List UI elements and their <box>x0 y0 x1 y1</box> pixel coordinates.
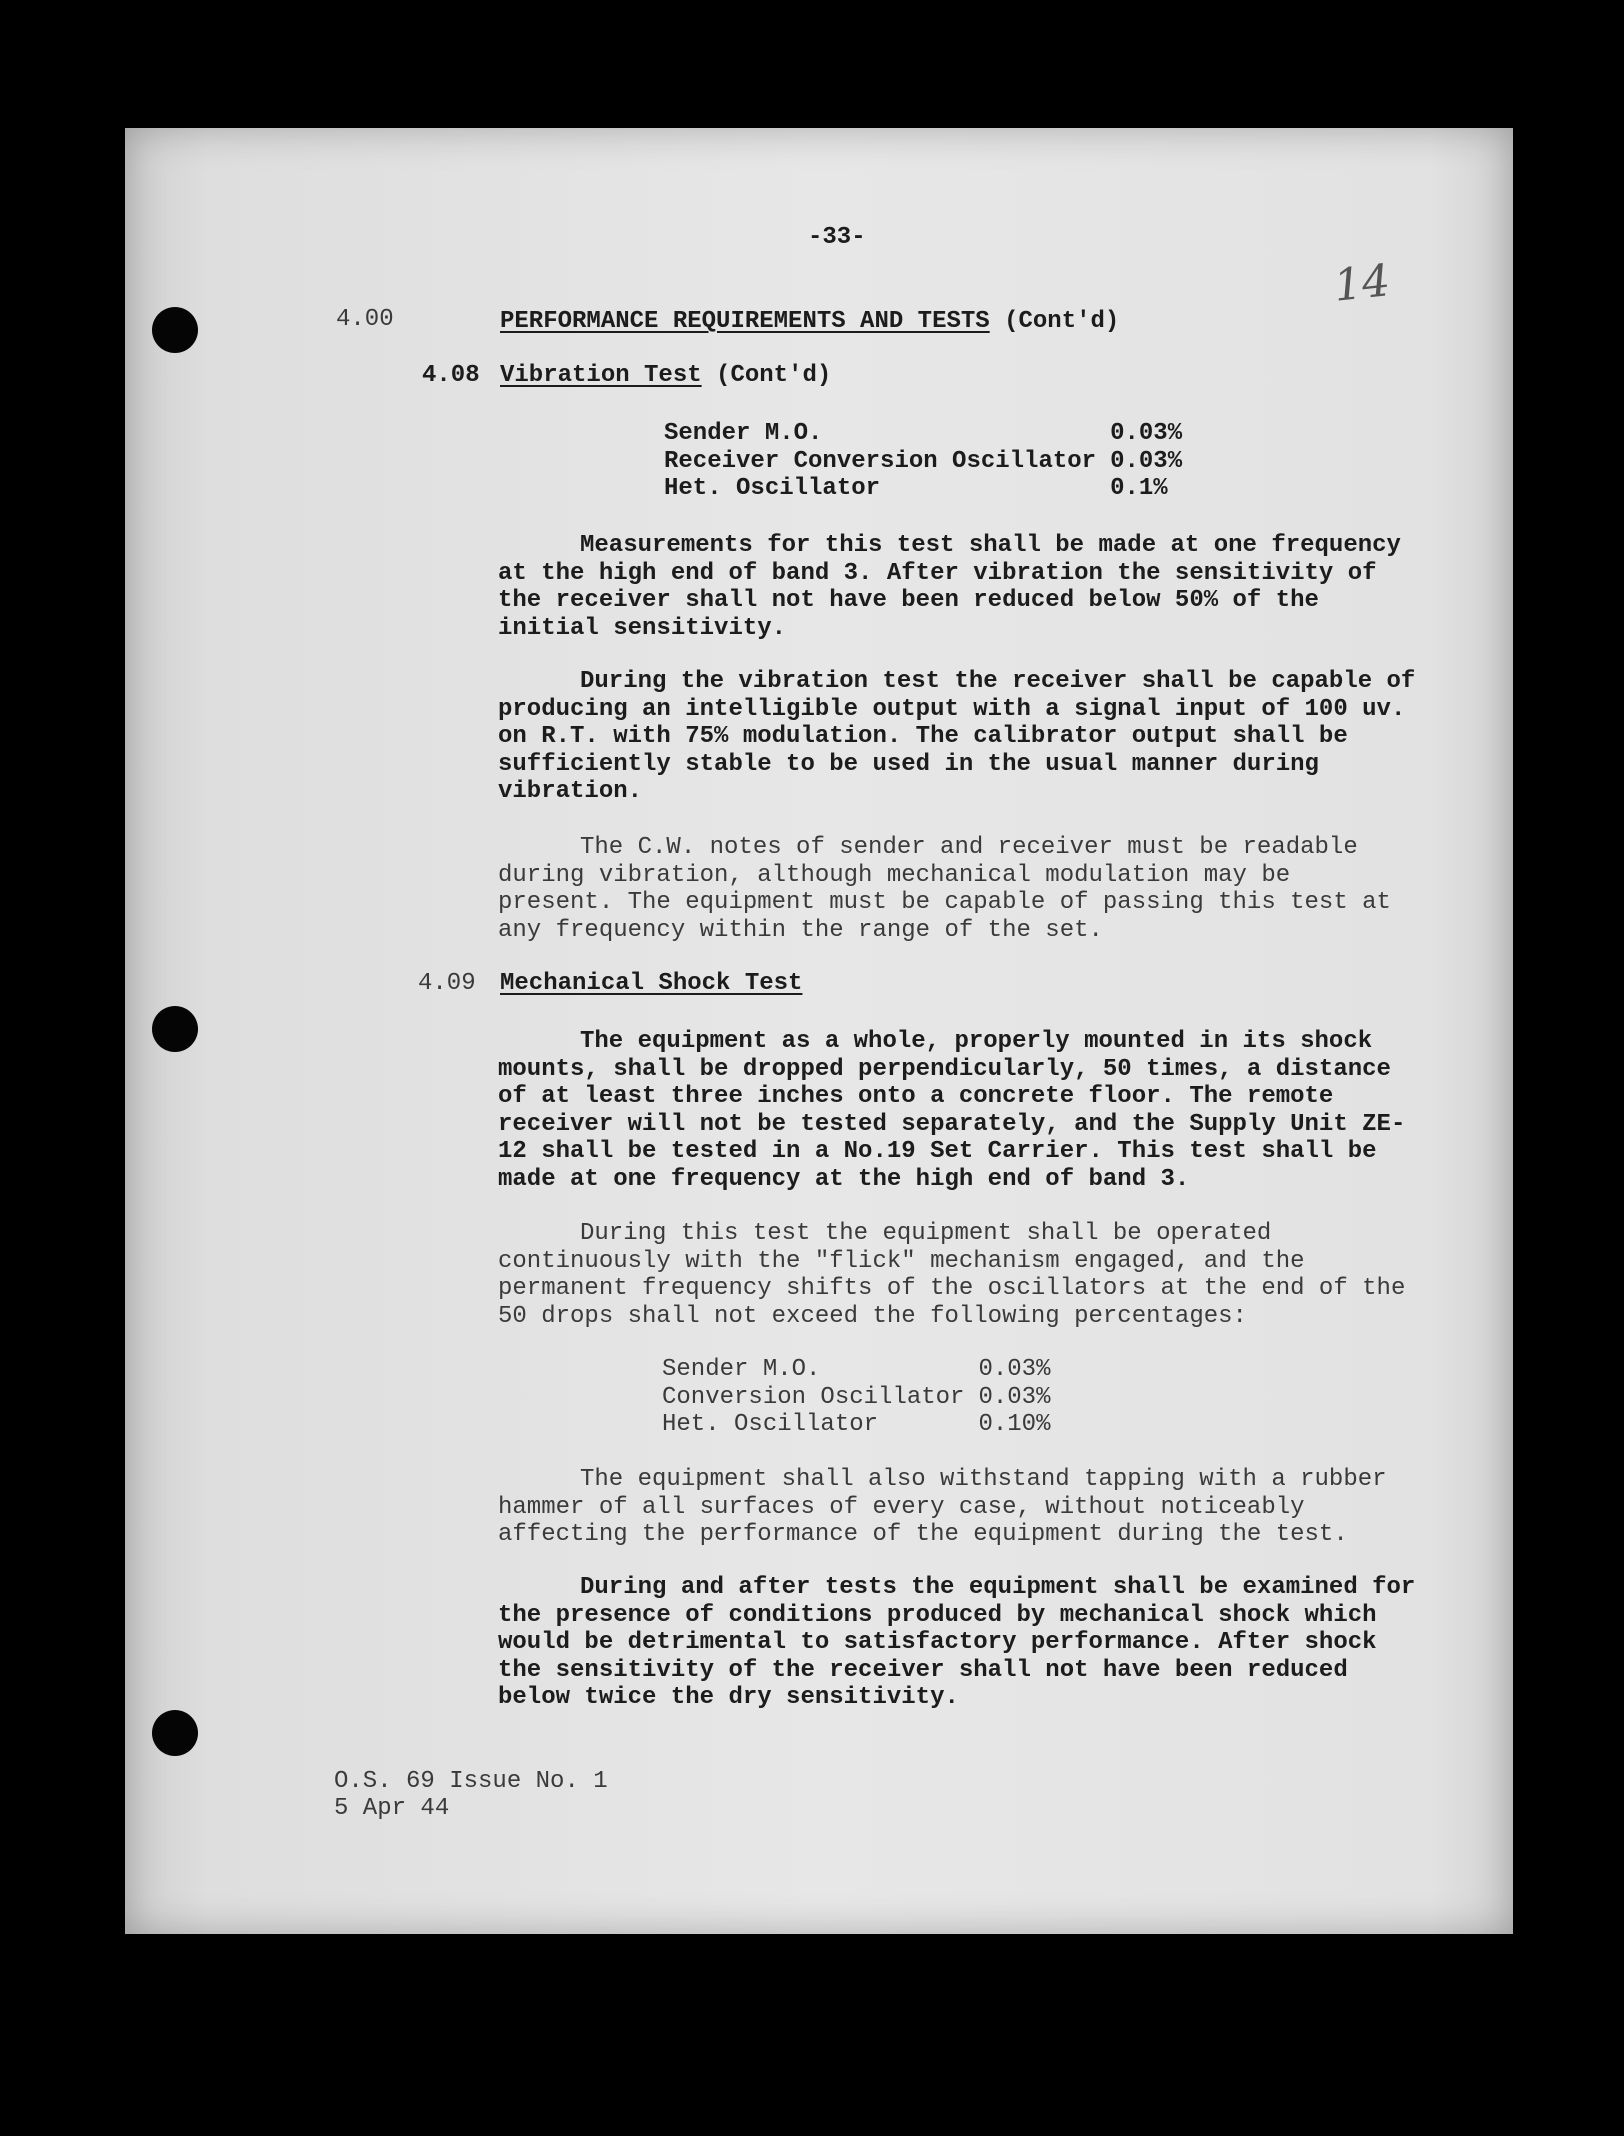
shock-paragraph-2: During this test the equipment shall be operated continuously with the "flick" mechanism engaged, and the permanent frequency shifts of the oscillators at the end of the 50 drops shall not exceed the following percentages: <box>498 1220 1406 1330</box>
table-item: Sender M.O. <box>662 1356 821 1383</box>
table-row <box>664 420 1182 448</box>
vibration-paragraph-3: The C.W. notes of sender and receiver must be readable during vibration, although mechanical modulation may be present. The equipment must be capable of passing this test at any frequency within the range of the set. <box>498 834 1391 944</box>
table-row <box>662 1411 1050 1439</box>
shock-title: Mechanical Shock Test <box>500 970 803 997</box>
table-row <box>664 448 1182 476</box>
table-row <box>662 1384 1050 1412</box>
footer-issue: O.S. 69 Issue No. 1 <box>334 1768 608 1795</box>
shock-paragraph-3: The equipment shall also withstand tapping with a rubber hammer of all surfaces of every case, without noticeably affecting the performance of the equipment during the test. <box>498 1466 1387 1548</box>
section-heading <box>500 308 1119 335</box>
page-number: -33- <box>808 224 866 251</box>
shock-tolerance-table <box>662 1356 1050 1439</box>
binder-hole-top <box>152 307 198 353</box>
table-row <box>662 1356 1050 1384</box>
table-value: 0.03% <box>978 1383 1051 1411</box>
vibration-tolerance-table <box>664 420 1182 503</box>
table-value: 0.03% <box>1110 420 1183 447</box>
table-item: Receiver Conversion Oscillator <box>664 447 1097 475</box>
section-suffix: (Cont'd) <box>1004 308 1120 335</box>
table-value: 0.03% <box>978 1356 1051 1383</box>
table-value: 0.10% <box>978 1411 1051 1438</box>
binder-hole-bottom <box>152 1710 198 1756</box>
vibration-suffix: (Cont'd) <box>716 362 832 389</box>
binder-hole-middle <box>152 1006 198 1052</box>
section-title: PERFORMANCE REQUIREMENTS AND TESTS <box>500 308 990 335</box>
table-item: Het. Oscillator <box>664 475 881 502</box>
vibration-number: 4.08 <box>422 362 480 389</box>
shock-number: 4.09 <box>418 970 476 997</box>
vibration-paragraph-2: During the vibration test the receiver shall be capable of producing an intelligible output with a signal input of 100 uv. on R.T. with 75% modulation. The calibrator output shall be sufficiently stable to be used in the usual manner during vibration. <box>498 668 1416 805</box>
handwritten-mark: 14 <box>1331 255 1393 312</box>
table-row <box>664 475 1182 503</box>
vibration-heading <box>500 362 831 389</box>
table-item: Conversion Oscillator <box>662 1383 965 1411</box>
table-item: Sender M.O. <box>664 420 823 447</box>
vibration-paragraph-1: Measurements for this test shall be made at one frequency at the high end of band 3. After vibration the sensitivity of the receiver shall not have been reduced below 50% of the initial sensitivity. <box>498 532 1401 642</box>
table-value: 0.03% <box>1110 447 1183 475</box>
footer-date: 5 Apr 44 <box>334 1795 450 1822</box>
vibration-title: Vibration Test <box>500 362 702 389</box>
table-value: 0.1% <box>1110 475 1168 502</box>
table-item: Het. Oscillator <box>662 1411 879 1438</box>
shock-heading <box>500 970 802 997</box>
shock-paragraph-1: The equipment as a whole, properly mounted in its shock mounts, shall be dropped perpendicularly, 50 times, a distance of at least three inches onto a concrete floor. The remote receiver will not be tested separately, and the Supply Unit ZE-12 shall be tested in a No.19 Set Carrier. This test shall be made at one frequency at the high end of band 3. <box>498 1028 1406 1193</box>
shock-paragraph-4: During and after tests the equipment shall be examined for the presence of conditions produced by mechanical shock which would be detrimental to satisfactory performance. After shock the sensitivity of the receiver shall not have been reduced below twice the dry sensitivity. <box>498 1574 1416 1711</box>
section-number: 4.00 <box>336 306 394 333</box>
